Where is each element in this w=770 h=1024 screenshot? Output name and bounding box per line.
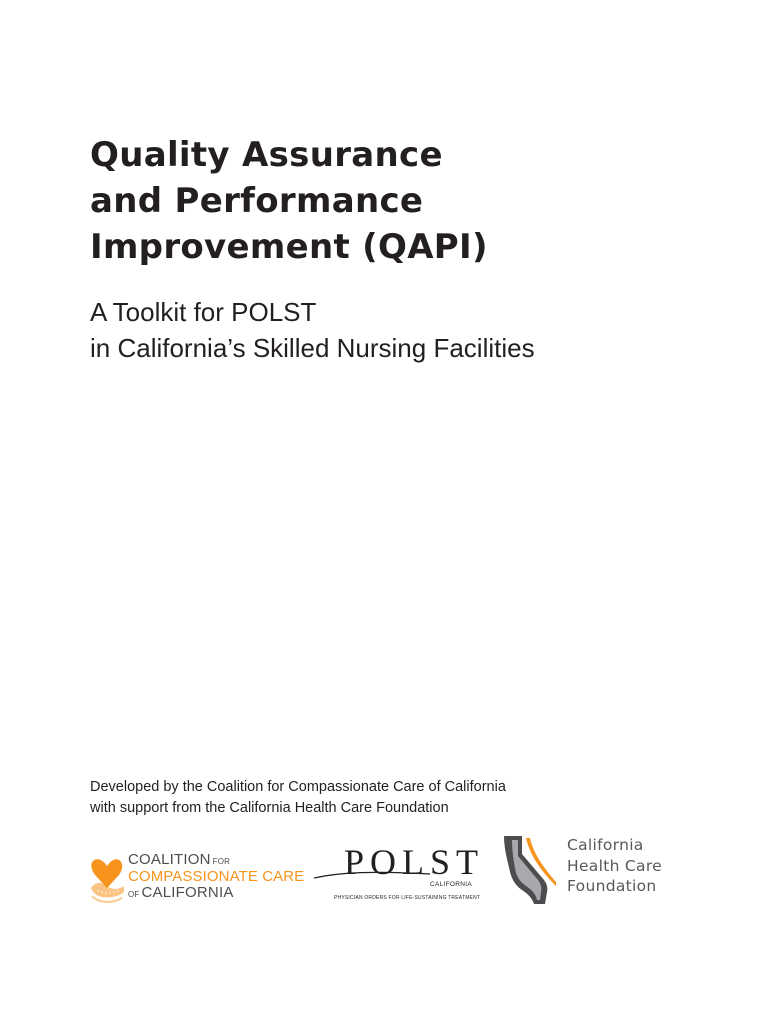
chcf-logo	[500, 834, 670, 906]
polst-tagline: PHYSICIAN ORDERS FOR LIFE-SUSTAINING TREATMENT	[334, 895, 481, 901]
title-line-1: Quality Assurance	[90, 135, 443, 175]
subtitle-line-1: A Toolkit for POLST	[90, 297, 317, 327]
ccc-california-text: CALIFORNIA	[141, 884, 234, 901]
ccc-of-text: OF	[128, 890, 140, 899]
credits-line-2: with support from the California Health Care Foundation	[90, 800, 449, 816]
credits-line-1: Developed by the Coalition for Compassionate Care of California	[90, 779, 506, 795]
chcf-line-3: Foundation	[567, 877, 657, 895]
subtitle-line-2: in California’s Skilled Nursing Facilities	[90, 333, 535, 363]
ccc-compassionate-text: COMPASSIONATE CARE	[128, 868, 305, 885]
polst-logo	[312, 842, 485, 906]
polst-wordmark: POLST	[344, 842, 485, 882]
coalition-logo	[88, 848, 313, 904]
document-subtitle	[90, 294, 535, 366]
california-map-icon	[500, 834, 562, 906]
polst-region: CALIFORNIA	[430, 881, 473, 888]
heart-hand-icon	[88, 848, 128, 904]
chcf-line-1: California	[567, 836, 644, 854]
title-line-3: Improvement (QAPI)	[90, 227, 488, 267]
chcf-line-2: Health Care	[567, 856, 663, 875]
title-line-2: and Performance	[90, 181, 424, 221]
document-title	[90, 132, 488, 270]
ccc-for-text: FOR	[212, 857, 231, 866]
ccc-coalition-text: COALITION	[128, 851, 211, 868]
credits	[90, 777, 506, 819]
